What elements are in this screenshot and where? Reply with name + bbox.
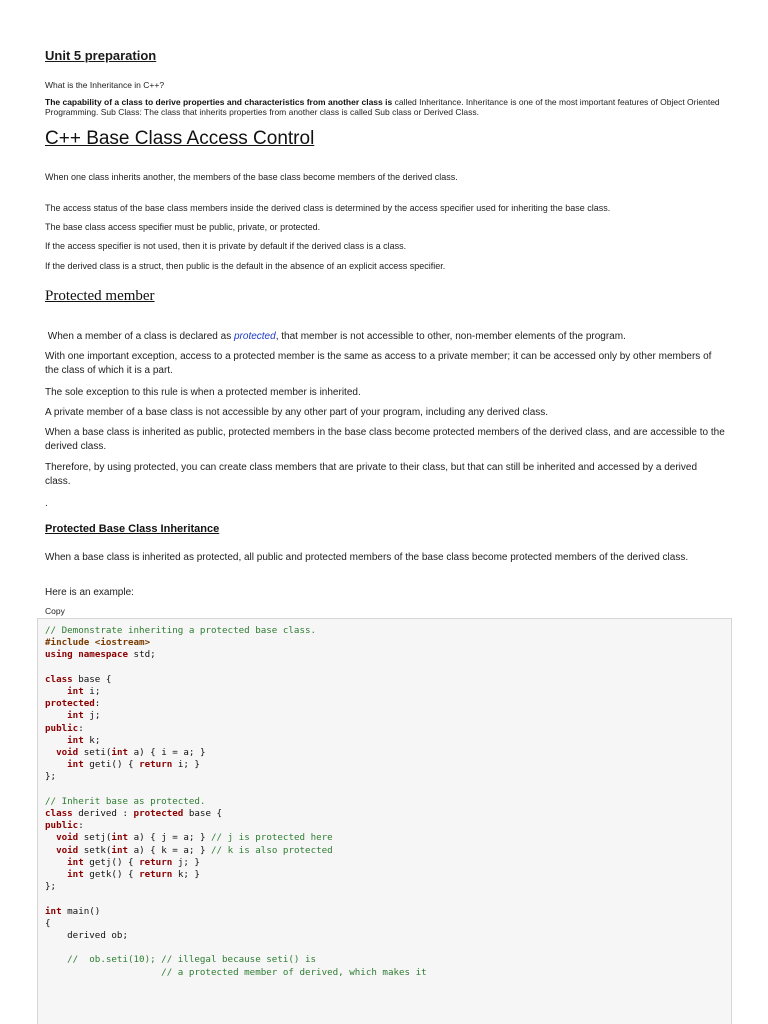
protected-para-4: When a base class is inherited as public, protected members in the base class become protected members of the derived class, and are accessible to the derived class. (45, 427, 725, 452)
definition-bold: The capability of a class to derive properties and characteristics from another class is (45, 97, 393, 107)
code-line: void setj(int a) { j = a; } // j is protected here (56, 832, 333, 844)
code-line: // a protected member of derived, which makes it (161, 966, 427, 978)
code-line: // Inherit base as protected. (45, 795, 206, 807)
code-line: int getj() { return j; } (67, 856, 200, 868)
protected-para-5: Therefore, by using protected, you can create class members that are private to their class, but that can still be inherited and accessed by a derived class. (45, 462, 698, 487)
code-line (45, 942, 731, 954)
code-line: { (45, 917, 51, 929)
heading-access-control: C++ Base Class Access Control (45, 128, 315, 149)
code-line: int geti() { return i; } (67, 759, 200, 771)
code-line: derived ob; (45, 930, 128, 942)
protected-para-1: With one important exception, access to a protected member is the same as access to a private member; it can be accessed only by other members of the class of which it is a part. (45, 351, 712, 376)
code-line (45, 893, 731, 905)
heading-protected-member: Protected member (45, 288, 155, 304)
access-para-4: If the access specifier is not used, then it is private by default if the derived class is a class. (45, 241, 407, 251)
definition-rest: called Inheritance. Inheritance is one of the most important features of Object Oriented Programming. Sub Class: The class that inherits properties from another class is called Sub class or Derived Class. (45, 97, 720, 117)
code-line (45, 784, 731, 796)
code-line: class base { (45, 673, 112, 685)
access-para-1: When one class inherits another, the members of the base class become members of the derived class. (45, 172, 458, 182)
stray-dot: . (45, 498, 48, 509)
code-line: void setk(int a) { k = a; } // k is also protected (56, 844, 333, 856)
example-label: Here is an example: (45, 587, 134, 598)
protected-intro (45, 330, 725, 344)
inheritance-definition (45, 97, 725, 117)
code-line: public: (45, 820, 84, 832)
code-line: }; (45, 881, 57, 893)
code-line: }; (45, 771, 57, 783)
code-line: class derived : protected base { (45, 808, 223, 820)
code-line: public: (45, 722, 84, 734)
code-line: int getk() { return k; } (67, 869, 200, 881)
code-line: using namespace std; (45, 649, 156, 661)
code-line: // Demonstrate inheriting a protected base class. (45, 625, 317, 636)
copy-label[interactable]: Copy (45, 606, 65, 616)
code-line (45, 662, 731, 674)
code-line: int i; (67, 686, 101, 698)
code-block (37, 618, 732, 1024)
code-line: // ob.seti(10); // illegal because seti() is (67, 954, 317, 966)
pbci-para: When a base class is inherited as protected, all public and protected members of the base class become protected members of the derived class. (45, 552, 689, 563)
code-line: #include <iostream> (45, 637, 151, 649)
protected-para-2: The sole exception to this rule is when a protected member is inherited. (45, 387, 361, 398)
code-line: int k; (67, 734, 101, 746)
heading-protected-base-class-inheritance: Protected Base Class Inheritance (45, 523, 220, 535)
access-para-5: If the derived class is a struct, then public is the default in the absence of an explicit access specifier. (45, 261, 446, 271)
protected-intro-after: , that member is not accessible to other, non-member elements of the program. (275, 331, 626, 342)
code-line: int main() (45, 905, 101, 917)
access-para-2: The access status of the base class members inside the derived class is determined by the access specifier used for inheriting the base class. (45, 203, 611, 213)
code-line: void seti(int a) { i = a; } (56, 747, 206, 759)
heading-unit: Unit 5 preparation (45, 48, 157, 63)
code-line: int j; (67, 710, 101, 722)
protected-para-3: A private member of a base class is not accessible by any other part of your program, including any derived class. (45, 407, 549, 418)
protected-keyword: protected (233, 331, 276, 342)
code-line: protected: (45, 698, 101, 710)
protected-intro-before: When a member of a class is declared as (47, 331, 234, 342)
code-content (38, 619, 731, 979)
question-text: What is the Inheritance in C++? (45, 80, 165, 90)
access-para-3: The base class access specifier must be public, private, or protected. (45, 222, 321, 232)
